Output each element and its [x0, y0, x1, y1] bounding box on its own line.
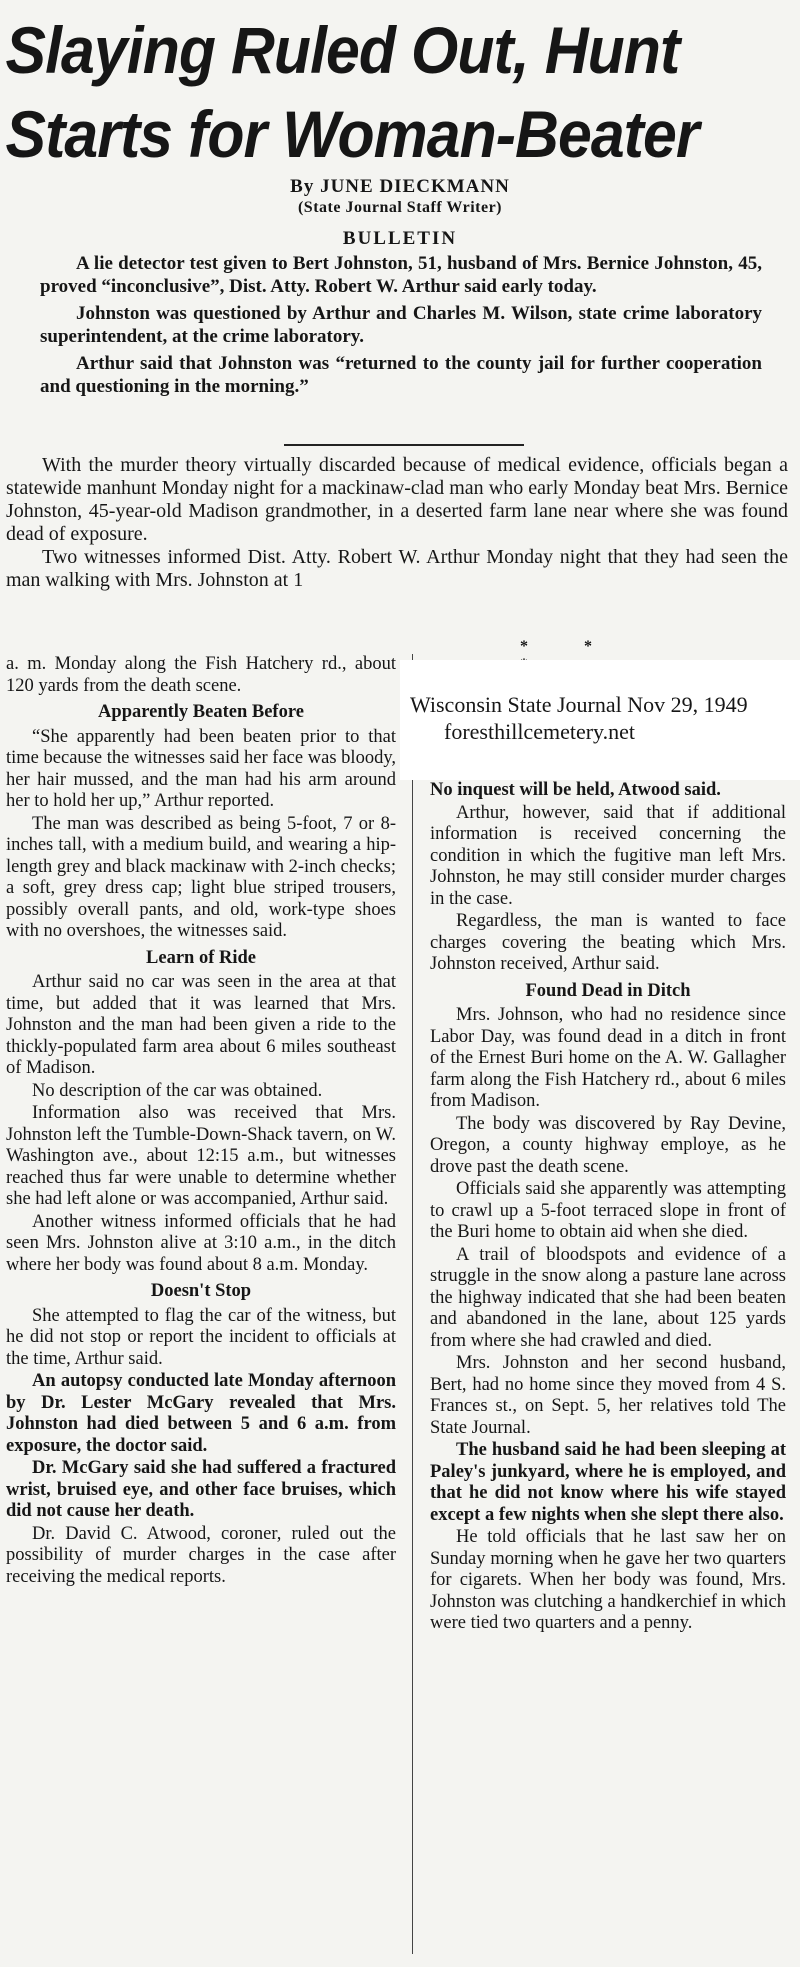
- headline: [0, 8, 742, 176]
- section-break-stars: * *: [520, 638, 618, 655]
- bulletin-paragraph: Johnston was questioned by Arthur and Charles M. Wilson, state crime laboratory superintendent, at the crime laboratory.: [40, 303, 762, 347]
- source-credit-website: foresthillcemetery.net: [444, 719, 635, 744]
- article-paragraph: Officials said she apparently was attempting to crawl up a 5-foot terraced slope in front of the Buri home to obtain aid when she died.: [430, 1179, 786, 1242]
- article-paragraph: The husband said he had been sleeping at Paley's junkyard, where he is employed, and that he did not know where his wife stayed except a few nights when she slept there also.: [430, 1440, 786, 1525]
- lead-section: [6, 454, 788, 592]
- article-paragraph: An autopsy conducted late Monday afternoon by Dr. Lester McGary revealed that Mrs. Johnston had died between 5 and 6 a.m. from exposure, the doctor said.: [6, 1371, 396, 1456]
- article-paragraph: The man was described as being 5-foot, 7 or 8-inches tall, with a medium build, and wearing a hip-length grey and black mackinaw with 2-inch checks; a soft, grey dress cap; light blue striped trousers, possibly overall pants, and old, work-type shoes with no overshoes, the witnesses said.: [6, 813, 396, 941]
- bulletin-paragraph: A lie detector test given to Bert Johnston, 51, husband of Mrs. Bernice Johnston, 45, proved “inconclusive”, Dist. Atty. Robert W. Arthur said early today.: [40, 253, 762, 297]
- article-paragraph: Dr. David C. Atwood, coroner, ruled out the possibility of murder charges in the case after receiving the medical reports.: [6, 1523, 396, 1587]
- subhead-doesnt-stop: Doesn't Stop: [150, 1281, 252, 1301]
- article-paragraph: Regardless, the man is wanted to face charges covering the beating which Mrs. Johnston received, Arthur said.: [430, 911, 786, 974]
- byline-role: (State Journal Staff Writer): [297, 199, 503, 216]
- article-paragraph: He told officials that he last saw her on Sunday morning when he gave her two quarters for cigarets. When her body was found, Mrs. Johnston was clutching a handkerchief in which were tied two quarters and a penny.: [430, 1527, 786, 1633]
- article-paragraph: a. m. Monday along the Fish Hatchery rd., about 120 yards from the death scene.: [6, 654, 396, 696]
- article-paragraph: Mrs. Johnston and her second husband, Bert, had no home since they moved from 4 S. Frances st., on Sept. 5, her relatives told The State Journal.: [430, 1353, 786, 1438]
- article-paragraph: “She apparently had been beaten prior to that time because the witnesses said her face was bloody, her hair mussed, and the man had his arm around her to hold her up,” Arthur reported.: [6, 726, 396, 811]
- article-column-right: [430, 780, 786, 1960]
- article-column-left: [6, 654, 396, 1960]
- subhead-apparently-beaten: Apparently Beaten Before: [98, 702, 304, 722]
- article-paragraph: Dr. McGary said she had suffered a fractured wrist, bruised eye, and other face bruises, which did not cause her death.: [6, 1458, 396, 1521]
- article-paragraph: Another witness informed officials that he had seen Mrs. Johnston alive at 3:10 a.m., in the ditch where her body was found about 8 a.m. Monday.: [6, 1211, 396, 1275]
- section-divider: [284, 444, 524, 446]
- subhead-found-dead: Found Dead in Ditch: [525, 980, 691, 1001]
- bulletin-paragraph: Arthur said that Johnston was “returned to the county jail for further cooperation and questioning in the morning.”: [40, 353, 762, 397]
- bulletin-heading: BULLETIN: [342, 228, 458, 249]
- headline-line-1: Slaying Ruled Out, Hunt: [5, 13, 680, 87]
- article-paragraph: Arthur, however, said that if additional information is received concerning the condition in which the fugitive man left Mrs. Johnston, he may still consider murder charges in the case.: [430, 802, 786, 909]
- source-credit-box: [400, 660, 800, 780]
- source-credit-publication: Wisconsin State Journal Nov 29, 1949: [410, 692, 748, 717]
- lead-paragraph: Two witnesses informed Dist. Atty. Robert W. Arthur Monday night that they had seen the man walking with Mrs. Johnston at 1: [6, 546, 788, 591]
- article-paragraph: No inquest will be held, Atwood said.: [430, 780, 721, 800]
- column-divider: [412, 654, 413, 1954]
- headline-line-2: Starts for Woman-Beater: [5, 97, 699, 171]
- article-paragraph: She attempted to flag the car of the witness, but he did not stop or report the incident to officials at the time, Arthur said.: [6, 1305, 396, 1369]
- article-paragraph: A trail of bloodspots and evidence of a struggle in the snow along a pasture lane across the highway indicated that she had been beaten and abandoned in the lane, about 125 yards from where she had crawled and died.: [430, 1244, 786, 1351]
- lead-paragraph: With the murder theory virtually discarded because of medical evidence, officials began a statewide manhunt Monday night for a mackinaw-clad man who early Monday beat Mrs. Bernice Johnston, 45-year-old Madison grandmother, in a deserted farm lane near where she was found dead of exposure.: [6, 454, 788, 545]
- subhead-learn-of-ride: Learn of Ride: [146, 947, 256, 968]
- article-paragraph: Mrs. Johnson, who had no residence since Labor Day, was found dead in a ditch in front of the Ernest Buri home on the A. W. Gallagher farm along the Fish Hatchery rd., about 6 miles from Madison.: [430, 1005, 786, 1111]
- article-paragraph: Information also was received that Mrs. Johnston left the Tumble-Down-Shack tavern, on W. Washington ave., about 12:15 a.m., but witnesses reached thus far were unable to determine whether she had left alone or was accompanied, Arthur said.: [6, 1103, 396, 1209]
- article-paragraph: The body was discovered by Ray Devine, Oregon, a county highway employe, as he drove past the death scene.: [430, 1113, 786, 1177]
- byline-name: By JUNE DIECKMANN: [290, 176, 510, 197]
- bulletin-section: [40, 252, 762, 402]
- article-paragraph: No description of the car was obtained.: [32, 1080, 323, 1101]
- article-paragraph: Arthur said no car was seen in the area at that time, but added that it was learned that Mrs. Johnston and the man had been given a ride to the thickly-populated farm area about 6 miles southeast of Madison.: [6, 972, 396, 1078]
